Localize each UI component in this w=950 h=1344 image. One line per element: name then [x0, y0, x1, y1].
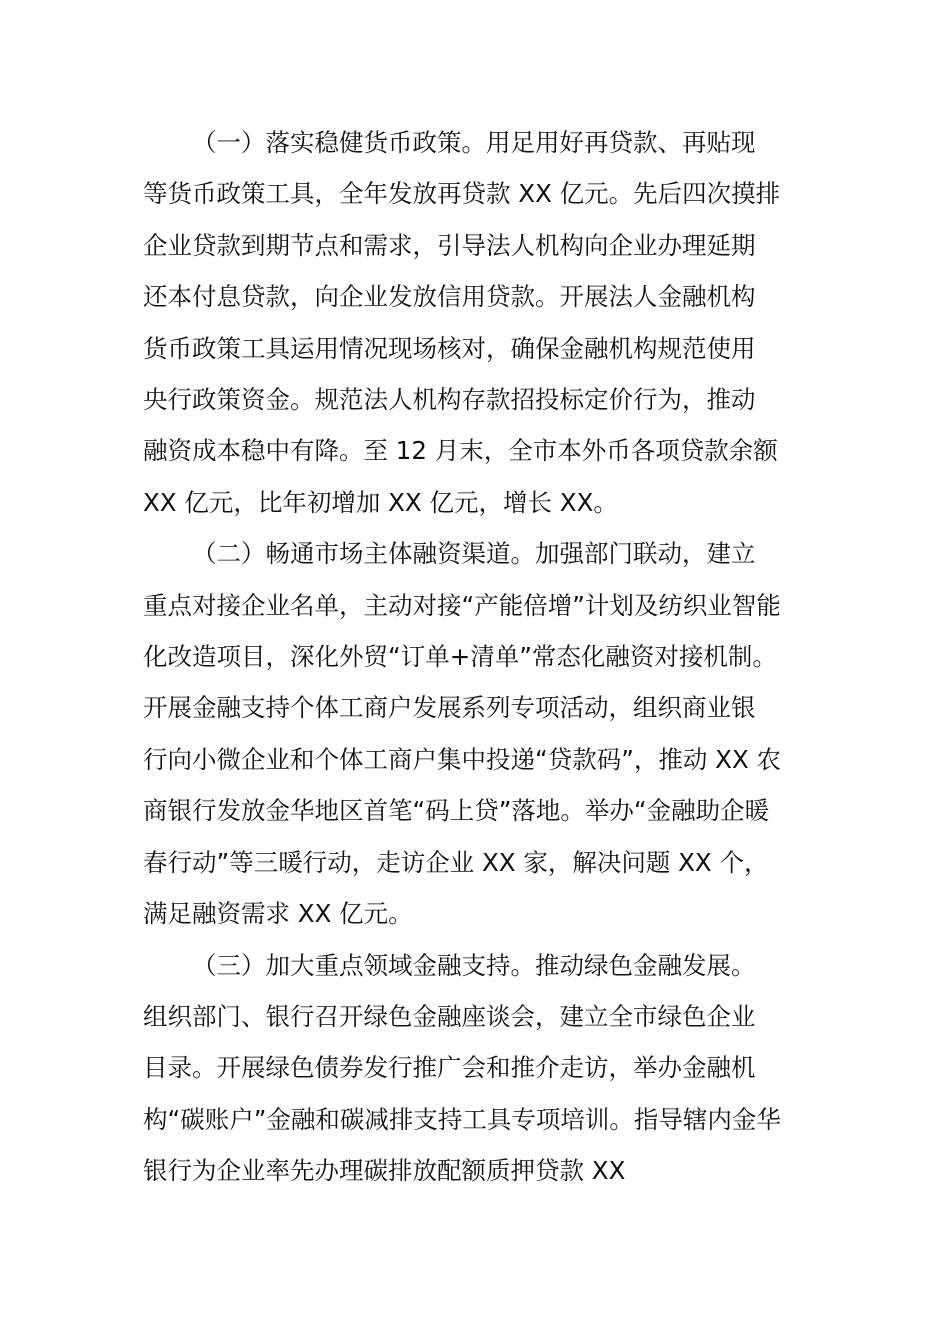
paragraph-line: 融资成本稳中有降。至 12 月末，全市本外币各项贷款余额: [143, 436, 778, 466]
paragraph-line: XX 亿元，比年初增加 XX 亿元，增长 XX。: [143, 487, 618, 517]
paragraph-line: 货币政策工具运用情况现场核对，确保金融机构规范使用: [143, 333, 756, 363]
paragraph-line: 化改造项目，深化外贸“订单+清单”常态化融资对接机制。: [143, 642, 777, 672]
paragraph-3: [143, 940, 811, 1197]
paragraph-line: 满足融资需求 XX 亿元。: [143, 899, 413, 929]
paragraph-line: 目录。开展绿色债券发行推广会和推介走访，举办金融机: [143, 1053, 756, 1083]
paragraph-line: 组织部门、银行召开绿色金融座谈会，建立全市绿色企业: [143, 1001, 756, 1031]
paragraph-1: [143, 117, 811, 528]
paragraph-line: （一）落实稳健货币政策。用足用好再贷款、再贴现: [192, 128, 756, 157]
paragraph-line: 企业贷款到期节点和需求，引导法人机构向企业办理延期: [143, 230, 756, 260]
paragraph-line: 等货币政策工具，全年发放再贷款 XX 亿元。先后四次摸排: [143, 179, 781, 209]
paragraph-line: （三）加大重点领域金融支持。推动绿色金融发展。: [192, 950, 756, 980]
paragraph-line: （二）畅通市场主体融资渠道。加强部门联动，建立: [192, 539, 756, 569]
paragraph-line: 商银行发放金华地区首笔“码上贷”落地。举办“金融助企暖: [143, 796, 770, 826]
paragraph-2: [143, 528, 811, 939]
paragraph-line: 春行动”等三暖行动，走访企业 XX 家，解决问题 XX 个，: [143, 847, 769, 877]
paragraph-line: 重点对接企业名单，主动对接“产能倍增”计划及纺织业智能: [143, 590, 781, 620]
paragraph-line: 开展金融支持个体工商户发展系列专项活动，组织商业银: [143, 693, 756, 723]
paragraph-line: 银行为企业率先办理碳排放配额质押贷款 XX: [143, 1156, 626, 1186]
paragraph-line: 构“碳账户”金融和碳减排支持工具专项培训。指导辖内金华: [143, 1104, 781, 1134]
document-body: [143, 117, 811, 1197]
paragraph-line: 央行政策资金。规范法人机构存款招投标定价行为，推动: [143, 385, 756, 415]
paragraph-line: 行向小微企业和个体工商户集中投递“贷款码”，推动 XX 农: [143, 744, 782, 774]
paragraph-line: 还本付息贷款，向企业发放信用贷款。开展法人金融机构: [143, 282, 756, 312]
